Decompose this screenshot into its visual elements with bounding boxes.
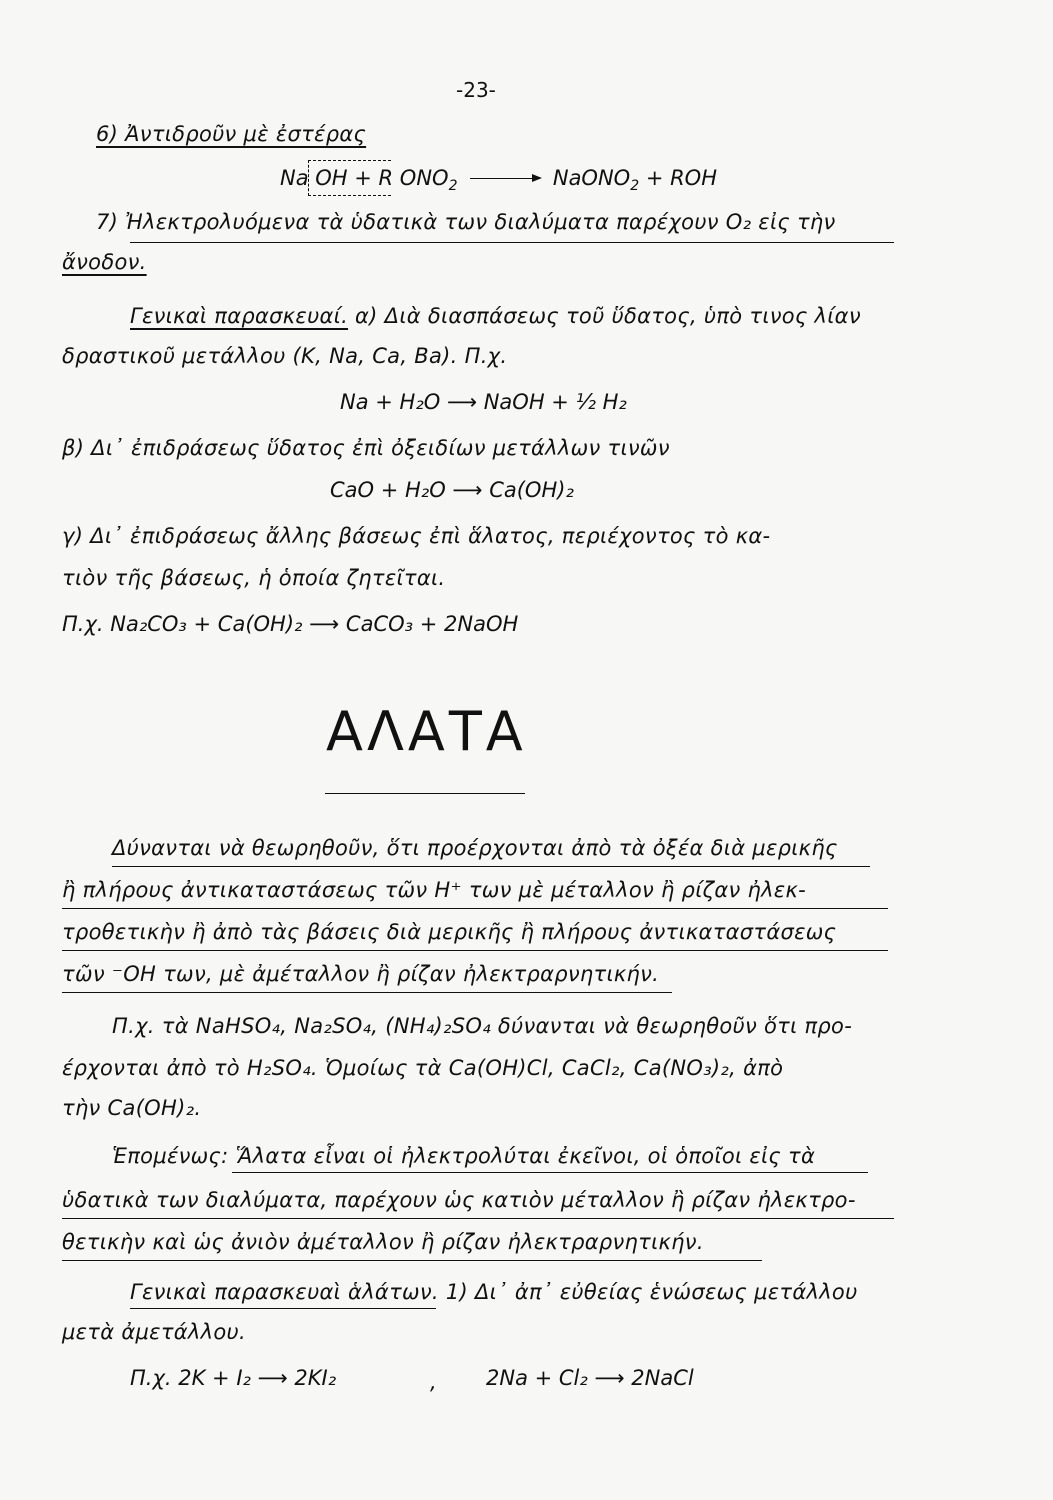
section7-line2: ἄνοδον. <box>62 250 147 274</box>
heading-rule <box>325 793 525 794</box>
definition-line2: ἢ πλήρους ἀντικαταστάσεως τῶν H⁺ των μὲ μέταλλον ἢ ρίζαν ἠλεκ- <box>62 878 807 902</box>
equation-c: Π.χ. Na₂CO₃ + Ca(OH)₂ ⟶ CaCO₃ + 2NaOH <box>62 612 519 636</box>
salt-equation-1: Π.χ. 2K + I₂ ⟶ 2KI₂ <box>130 1366 337 1390</box>
underline-rule <box>232 1172 868 1173</box>
salt-preparations-line1: Γενικαὶ παρασκευαὶ ἁλάτων. 1) Δι᾽ ἀπ᾽ εὐθείας ἑνώσεως μετάλλου <box>130 1280 858 1304</box>
section-heading: ΑΛΑΤΑ <box>326 700 527 763</box>
definition-line4: τῶν ⁻OH των, μὲ ἀμέταλλον ἢ ρίζαν ἠλεκτραρνητικήν. <box>62 962 660 986</box>
preparations-a-line1: Γενικαὶ παρασκευαί. α) Διὰ διασπάσεως τοῦ ὕδατος, ὑπὸ τινος λίαν <box>130 304 861 328</box>
consequently-line3: θετικὴν καὶ ὡς ἀνιὸν ἀμέταλλον ἢ ρίζαν ἠλεκτραρνητικήν. <box>62 1230 704 1254</box>
equation-separator: , <box>430 1370 437 1394</box>
underline-rule <box>130 1308 436 1309</box>
section6-title: 6) Ἀντιδροῦν μὲ ἐστέρας <box>96 122 367 146</box>
preparations-c-line1: γ) Δι᾽ ἐπιδράσεως ἄλλης βάσεως ἐπὶ ἅλατος, περιέχοντος τὸ κα- <box>62 524 771 548</box>
examples-line3: τὴν Ca(OH)₂. <box>62 1096 202 1120</box>
preparations-c-line2: τιὸν τῆς βάσεως, ἡ ὁποία ζητεῖται. <box>62 566 446 590</box>
underline-rule <box>62 1218 894 1219</box>
examples-line2: έρχονται ἀπὸ τὸ H₂SO₄. Ὁμοίως τὰ Ca(OH)Cl, CaCl₂, Ca(NO₃)₂, ἀπὸ <box>62 1056 784 1080</box>
salt-preparations-line2: μετὰ ἀμετάλλου. <box>62 1320 246 1344</box>
consequently-line2: ὑδατικὰ των διαλύματα, παρέχουν ὡς κατιὸν μέταλλον ἢ ρίζαν ἠλεκτρο- <box>62 1188 856 1212</box>
underline-rule <box>112 866 870 867</box>
examples-line1: Π.χ. τὰ NaHSO₄, Na₂SO₄, (NH₄)₂SO₄ δύνανται νὰ θεωρηθοῦν ὅτι προ- <box>112 1014 853 1038</box>
underline-rule <box>62 950 888 951</box>
section6-reaction: Na OH + R $ONO_2$ NaONO$_2$ + ROH <box>280 166 717 195</box>
reaction-split-box <box>308 160 391 196</box>
underline-rule <box>62 908 888 909</box>
preparations-b-line: β) Δι᾽ ἐπιδράσεως ὕδατος ἐπὶ ὀξειδίων μετάλλων τινῶν <box>62 436 670 460</box>
underline-rule <box>130 242 894 243</box>
equation-b: CaO + H₂O ⟶ Ca(OH)₂ <box>330 478 574 502</box>
salt-equation-2: 2Na + Cl₂ ⟶ 2NaCl <box>486 1366 694 1390</box>
definition-line1: Δύνανται νὰ θεωρηθοῦν, ὅτι προέρχονται ἀπὸ τὰ ὀξέα διὰ μερικῆς <box>112 836 838 860</box>
underline-rule <box>62 1260 762 1261</box>
underline-rule <box>62 992 672 993</box>
page-number: -23- <box>456 78 496 102</box>
equation-a: Na + H₂O ⟶ NaOH + ½ H₂ <box>340 390 627 414</box>
definition-line3: τροθετικὴν ἢ ἀπὸ τὰς βάσεις διὰ μερικῆς ἢ πλήρους ἀντικαταστάσεως <box>62 920 837 944</box>
preparations-a-line2: δραστικοῦ μετάλλου (K, Na, Ca, Ba). Π.χ. <box>62 344 508 368</box>
consequently-line1: Ἑπομένως: Ἅλατα εἶναι οἱ ἠλεκτρολύται ἐκεῖνοι, οἱ ὁποῖοι εἰς τὰ <box>112 1144 816 1168</box>
section7-line1: 7) Ἠλεκτρολυόμενα τὰ ὑδατικὰ των διαλύματα παρέχουν O₂ εἰς τὴν <box>96 210 836 234</box>
